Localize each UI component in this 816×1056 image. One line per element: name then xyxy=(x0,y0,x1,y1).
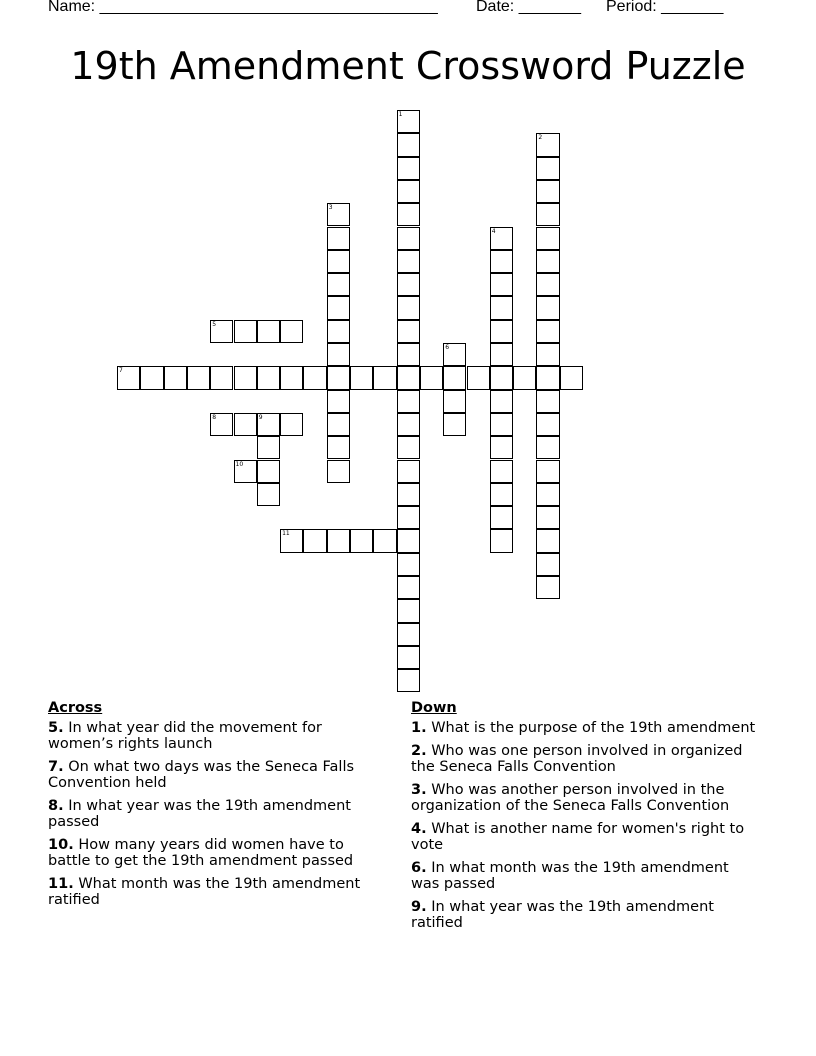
crossword-cell[interactable] xyxy=(536,576,559,599)
crossword-cell[interactable] xyxy=(327,366,350,389)
crossword-cell[interactable] xyxy=(327,203,350,226)
crossword-cell[interactable] xyxy=(210,320,233,343)
crossword-cell[interactable] xyxy=(397,320,420,343)
crossword-cell[interactable] xyxy=(443,366,466,389)
crossword-cell[interactable] xyxy=(327,227,350,250)
crossword-cell[interactable] xyxy=(490,413,513,436)
crossword-cell[interactable] xyxy=(536,157,559,180)
crossword-cell[interactable] xyxy=(536,203,559,226)
crossword-cell[interactable] xyxy=(373,529,396,552)
crossword-cell[interactable] xyxy=(303,366,326,389)
crossword-cell[interactable] xyxy=(234,460,257,483)
down-clues xyxy=(411,700,761,938)
clue-text: In what month was the 19th amendment was passed xyxy=(411,860,729,892)
clue-text: How many years did women have to battle to get the 19th amendment passed xyxy=(48,837,354,869)
clue-number: 3 xyxy=(411,782,422,798)
crossword-cell[interactable] xyxy=(397,460,420,483)
crossword-cell[interactable] xyxy=(536,296,559,319)
page-title: 19th Amendment Crossword Puzzle xyxy=(70,44,746,88)
crossword-cell[interactable] xyxy=(280,413,303,436)
date-field-label: Date: _______ xyxy=(476,0,581,15)
crossword-cell[interactable] xyxy=(397,296,420,319)
cell-number: 8 xyxy=(212,413,217,421)
cell-number: 7 xyxy=(119,367,123,375)
crossword-cell[interactable] xyxy=(490,273,513,296)
crossword-cell[interactable] xyxy=(397,529,420,552)
crossword-cell[interactable] xyxy=(327,273,350,296)
crossword-cell[interactable] xyxy=(397,366,420,389)
crossword-cell[interactable] xyxy=(234,413,257,436)
crossword-cell[interactable] xyxy=(257,436,280,459)
crossword-cell[interactable] xyxy=(397,599,420,622)
crossword-cell[interactable] xyxy=(280,320,303,343)
crossword-cell[interactable] xyxy=(397,227,420,250)
crossword-cell[interactable] xyxy=(536,483,559,506)
clue-number: 2 xyxy=(411,743,422,759)
crossword-cell[interactable] xyxy=(210,366,233,389)
crossword-cell[interactable] xyxy=(490,250,513,273)
crossword-cell[interactable] xyxy=(490,436,513,459)
crossword-cell[interactable] xyxy=(140,366,163,389)
crossword-cell[interactable] xyxy=(397,646,420,669)
crossword-cell[interactable] xyxy=(397,180,420,203)
crossword-cell[interactable] xyxy=(536,390,559,413)
crossword-cell[interactable] xyxy=(443,413,466,436)
cell-number: 4 xyxy=(491,227,496,235)
crossword-cell[interactable] xyxy=(443,390,466,413)
crossword-cell[interactable] xyxy=(513,366,536,389)
crossword-cell[interactable] xyxy=(397,110,420,133)
crossword-cell[interactable] xyxy=(397,483,420,506)
cell-number: 11 xyxy=(282,530,290,538)
crossword-cell[interactable] xyxy=(257,483,280,506)
crossword-cell[interactable] xyxy=(397,203,420,226)
crossword-cell[interactable] xyxy=(327,436,350,459)
crossword-cell[interactable] xyxy=(397,669,420,692)
crossword-cell[interactable] xyxy=(257,413,280,436)
cell-number: 10 xyxy=(235,460,244,468)
crossword-cell[interactable] xyxy=(420,366,443,389)
crossword-cell[interactable] xyxy=(490,529,513,552)
crossword-cell[interactable] xyxy=(397,273,420,296)
clue-number: 1 xyxy=(411,720,422,736)
clue-number: 10 xyxy=(48,837,69,853)
crossword-cell[interactable] xyxy=(397,343,420,366)
crossword-cell[interactable] xyxy=(164,366,187,389)
crossword-cell[interactable] xyxy=(397,157,420,180)
crossword-cell[interactable] xyxy=(467,366,490,389)
crossword-cell[interactable] xyxy=(536,343,559,366)
clue-across-10: 10. How many years did women have to battle to get the 19th amendment passed xyxy=(48,837,354,869)
crossword-cell[interactable] xyxy=(560,366,583,389)
crossword-cell[interactable] xyxy=(234,320,257,343)
clue-text: In what year was the 19th amendment ratified xyxy=(411,899,714,931)
crossword-cell[interactable] xyxy=(397,623,420,646)
crossword-cell[interactable] xyxy=(536,180,559,203)
crossword-cell[interactable] xyxy=(397,553,420,576)
crossword-cell[interactable] xyxy=(350,529,373,552)
crossword-cell[interactable] xyxy=(327,250,350,273)
crossword-cell[interactable] xyxy=(280,529,303,552)
clue-text: In what year was the 19th amendment passed xyxy=(48,798,351,830)
clue-number: 5 xyxy=(48,720,59,736)
crossword-cell[interactable] xyxy=(490,366,513,389)
crossword-cell[interactable] xyxy=(397,436,420,459)
clue-across-7: 7. On what two days was the Seneca Falls Convention held xyxy=(48,759,355,791)
crossword-cell[interactable] xyxy=(257,460,280,483)
cell-number: 1 xyxy=(398,111,403,118)
crossword-cell[interactable] xyxy=(327,413,350,436)
crossword-cell[interactable] xyxy=(257,366,280,389)
clue-number: 11 xyxy=(48,876,69,892)
crossword-cell[interactable] xyxy=(327,460,350,483)
crossword-cell[interactable] xyxy=(117,366,140,389)
clue-text: What is another name for women's right to vote xyxy=(411,821,745,853)
cell-number: 3 xyxy=(328,204,333,212)
clue-number: 4 xyxy=(411,821,422,837)
clue-number: 8 xyxy=(48,798,59,814)
clue-down-2: 2. Who was one person involved in organized the Seneca Falls Convention xyxy=(411,743,743,775)
name-field-label: Name: ______________________________________ xyxy=(48,0,438,15)
crossword-cell[interactable] xyxy=(397,250,420,273)
clue-text: On what two days was the Seneca Falls Convention held xyxy=(48,759,355,791)
clue-down-1: 1. What is the purpose of the 19th amendment xyxy=(411,720,756,736)
crossword-cell[interactable] xyxy=(187,366,210,389)
across-clues xyxy=(48,700,388,915)
crossword-cell[interactable] xyxy=(373,366,396,389)
down-heading: Down xyxy=(411,700,457,716)
crossword-cell[interactable] xyxy=(536,413,559,436)
crossword-cell[interactable] xyxy=(490,320,513,343)
crossword-cell[interactable] xyxy=(303,529,326,552)
across-heading: Across xyxy=(48,700,103,716)
clue-down-6: 6. In what month was the 19th amendment was passed xyxy=(411,860,729,892)
crossword-cell[interactable] xyxy=(536,436,559,459)
clue-across-11: 11. What month was the 19th amendment ratified xyxy=(48,876,361,908)
crossword-cell[interactable] xyxy=(536,227,559,250)
crossword-cell[interactable] xyxy=(397,390,420,413)
crossword-cell[interactable] xyxy=(210,413,233,436)
crossword-cell[interactable] xyxy=(443,343,466,366)
crossword-cell[interactable] xyxy=(490,506,513,529)
crossword-cell[interactable] xyxy=(280,366,303,389)
crossword-cell[interactable] xyxy=(536,460,559,483)
crossword-cell[interactable] xyxy=(397,413,420,436)
crossword-cell[interactable] xyxy=(490,483,513,506)
cell-number: 6 xyxy=(445,344,450,351)
crossword-cell[interactable] xyxy=(327,320,350,343)
clue-text: In what year did the movement for women’s rights launch xyxy=(48,720,322,752)
clue-text: Who was another person involved in the organization of the Seneca Falls Convention xyxy=(411,782,730,814)
crossword-cell[interactable] xyxy=(536,133,559,156)
clue-text: What month was the 19th amendment ratified xyxy=(48,876,361,908)
clue-down-4: 4. What is another name for women's right to vote xyxy=(411,821,745,853)
cell-number: 5 xyxy=(212,320,217,328)
clue-across-5: 5. In what year did the movement for women’s rights launch xyxy=(48,720,322,752)
crossword-cell[interactable] xyxy=(536,529,559,552)
crossword-cell[interactable] xyxy=(536,366,559,389)
cell-number: 9 xyxy=(258,413,263,421)
clue-number: 6 xyxy=(411,860,422,876)
clue-down-3: 3. Who was another person involved in the organization of the Seneca Falls Convention xyxy=(411,782,730,814)
crossword-cell[interactable] xyxy=(397,133,420,156)
clue-number: 7 xyxy=(48,759,59,775)
crossword-cell[interactable] xyxy=(327,296,350,319)
crossword-cell[interactable] xyxy=(397,576,420,599)
clue-text: What is the purpose of the 19th amendment xyxy=(431,720,756,736)
crossword-cell[interactable] xyxy=(327,529,350,552)
crossword-cell[interactable] xyxy=(257,320,280,343)
crossword-cell[interactable] xyxy=(490,390,513,413)
crossword-cell[interactable] xyxy=(536,506,559,529)
crossword-cell[interactable] xyxy=(327,390,350,413)
clue-number: 9 xyxy=(411,899,422,915)
crossword-cell[interactable] xyxy=(490,227,513,250)
cell-number: 2 xyxy=(538,134,543,142)
crossword-cell[interactable] xyxy=(536,320,559,343)
crossword-cell[interactable] xyxy=(490,460,513,483)
crossword-cell[interactable] xyxy=(490,343,513,366)
crossword-cell[interactable] xyxy=(397,506,420,529)
crossword-cell[interactable] xyxy=(234,366,257,389)
clue-text: Who was one person involved in organized the Seneca Falls Convention xyxy=(411,743,743,775)
crossword-cell[interactable] xyxy=(536,273,559,296)
crossword-cell[interactable] xyxy=(536,250,559,273)
clue-across-8: 8. In what year was the 19th amendment passed xyxy=(48,798,351,830)
crossword-cell[interactable] xyxy=(327,343,350,366)
crossword-cell[interactable] xyxy=(350,366,373,389)
clue-down-9: 9. In what year was the 19th amendment ratified xyxy=(411,899,714,931)
crossword-cell[interactable] xyxy=(490,296,513,319)
period-field-label: Period: _______ xyxy=(606,0,724,15)
crossword-cell[interactable] xyxy=(536,553,559,576)
